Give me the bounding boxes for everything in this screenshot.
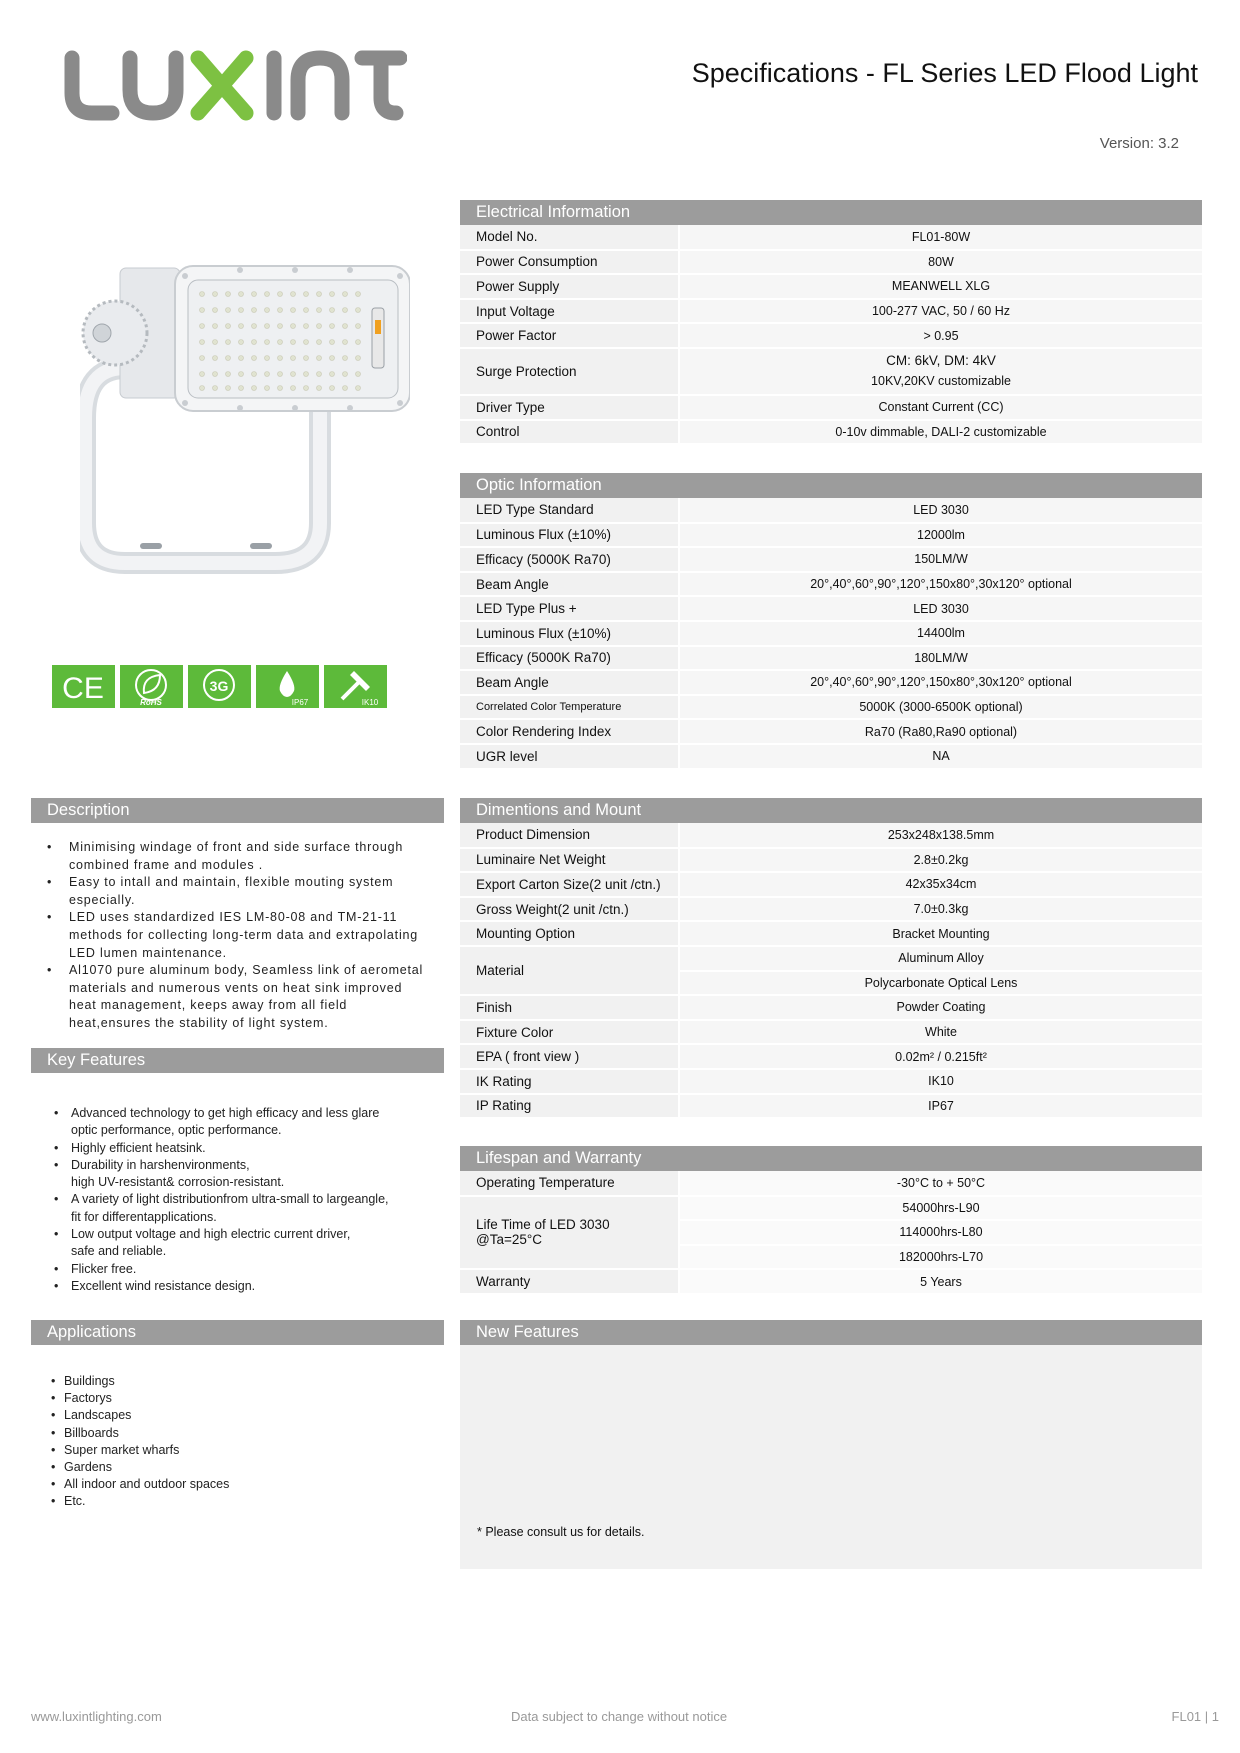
consult-note: * Please consult us for details. — [477, 1525, 645, 1539]
table-row — [460, 872, 1202, 897]
row-value: 114000hrs-L80 — [679, 1220, 1202, 1245]
row-value — [679, 348, 1202, 395]
svg-text:CE: CE — [62, 672, 104, 705]
list-item — [71, 1226, 444, 1261]
footer-page-number: FL01 | 1 — [1171, 1709, 1219, 1724]
list-item: • Factorys — [64, 1390, 444, 1407]
dimensions-mount-section — [460, 798, 1202, 1119]
list-item: • Buildings — [64, 1373, 444, 1390]
brand-logo — [62, 48, 407, 123]
table-row — [460, 946, 1202, 971]
list-line: methods for collecting long-term data and extrapolating — [69, 927, 419, 942]
table-row — [460, 897, 1202, 922]
list-item — [71, 1191, 444, 1226]
hammer-icon — [324, 665, 387, 708]
new-features-body — [460, 1345, 1202, 1569]
row-value: NA — [679, 744, 1202, 769]
row-label: IK Rating — [460, 1069, 679, 1094]
list-line: fit for differentapplications. — [71, 1209, 217, 1224]
row-label: Correlated Color Temperature — [460, 695, 679, 720]
table-row — [460, 744, 1202, 769]
row-value: Aluminum Alloy — [679, 946, 1202, 971]
list-line: heat management, keeps away from all field — [69, 998, 348, 1013]
list-line: safe and reliable. — [71, 1244, 167, 1259]
row-value: LED 3030 — [679, 498, 1202, 523]
row-value: 20°,40°,60°,90°,120°,150x80°,30x120° optional — [679, 572, 1202, 597]
row-value: 12000lm — [679, 523, 1202, 548]
table-row — [460, 250, 1202, 275]
table-row — [460, 646, 1202, 671]
svg-text:IP67: IP67 — [291, 698, 309, 707]
table-row — [460, 848, 1202, 873]
list-line: Minimising windage of front and side surface through — [69, 840, 404, 854]
svg-text:RoHS: RoHS — [140, 698, 162, 707]
row-label: Efficacy (5000K Ra70) — [460, 646, 679, 671]
dimensions-table — [460, 823, 1202, 1119]
section-heading: Applications — [31, 1320, 444, 1345]
list-line: Highly efficient heatsink. — [71, 1140, 206, 1155]
list-line: Durability in harshenvironments, — [71, 1157, 250, 1172]
row-label: Efficacy (5000K Ra70) — [460, 547, 679, 572]
table-row — [460, 1171, 1202, 1196]
applications-list — [31, 1373, 444, 1511]
list-line: materials and numerous vents on heat sink improved — [69, 980, 403, 995]
row-label: Export Carton Size(2 unit /ctn.) — [460, 872, 679, 897]
list-item — [71, 1140, 444, 1157]
value-line: CM: 6kV, DM: 4kV — [886, 353, 996, 369]
list-line: Advanced technology to get high efficacy and less glare — [71, 1106, 380, 1120]
list-line: Excellent wind resistance design. — [71, 1278, 256, 1293]
row-label: Surge Protection — [460, 348, 679, 395]
section-heading: Electrical Information — [460, 200, 1202, 225]
list-item: • Billboards — [64, 1425, 444, 1442]
row-label: LED Type Standard — [460, 498, 679, 523]
table-row — [460, 274, 1202, 299]
table-row — [460, 1044, 1202, 1069]
list-item — [71, 1278, 444, 1295]
key-features-list — [31, 1105, 444, 1295]
list-line: Al1070 pure aluminum body, Seamless link of aerometal — [69, 963, 424, 978]
table-row — [460, 621, 1202, 646]
table-row — [460, 719, 1202, 744]
list-item — [69, 839, 444, 874]
row-value: IK10 — [679, 1069, 1202, 1094]
list-line: Flicker free. — [71, 1261, 137, 1276]
row-label: Luminous Flux (±10%) — [460, 523, 679, 548]
list-line: combined frame and modules . — [69, 857, 264, 872]
table-row — [460, 420, 1202, 445]
row-value: 14400lm — [679, 621, 1202, 646]
row-label: Luminaire Net Weight — [460, 848, 679, 873]
row-value: 253x248x138.5mm — [679, 823, 1202, 848]
table-row — [460, 1020, 1202, 1045]
row-value: 182000hrs-L70 — [679, 1245, 1202, 1270]
row-label: Beam Angle — [460, 572, 679, 597]
row-value: 180LM/W — [679, 646, 1202, 671]
row-value: Constant Current (CC) — [679, 395, 1202, 420]
row-label: Luminous Flux (±10%) — [460, 621, 679, 646]
row-value: MEANWELL XLG — [679, 274, 1202, 299]
lifespan-table — [460, 1171, 1202, 1295]
optic-information-section — [460, 473, 1202, 770]
applications-section — [31, 1320, 444, 1511]
list-item — [69, 874, 444, 909]
table-row — [460, 348, 1202, 395]
ce-mark-icon — [52, 665, 115, 708]
footer-website-link[interactable]: www.luxintlighting.com — [31, 1709, 162, 1724]
document-title: Specifications - FL Series LED Flood Light — [691, 58, 1198, 88]
row-value: 2.8±0.2kg — [679, 848, 1202, 873]
section-heading: Optic Information — [460, 473, 1202, 498]
row-value: 7.0±0.3kg — [679, 897, 1202, 922]
product-image — [80, 258, 410, 618]
table-row — [460, 995, 1202, 1020]
table-row — [460, 921, 1202, 946]
row-label: Mounting Option — [460, 921, 679, 946]
row-value: -30°C to + 50°C — [679, 1171, 1202, 1196]
table-row — [460, 323, 1202, 348]
table-row — [460, 299, 1202, 324]
section-heading: New Features — [460, 1320, 1202, 1345]
list-item — [71, 1261, 444, 1278]
svg-text:IK10: IK10 — [361, 698, 379, 707]
row-value: IP67 — [679, 1094, 1202, 1119]
row-value: 5000K (3000-6500K optional) — [679, 695, 1202, 720]
list-item — [69, 909, 444, 962]
row-label: Power Supply — [460, 274, 679, 299]
table-row — [460, 1094, 1202, 1119]
svg-text:3G: 3G — [209, 678, 229, 694]
value-line: 10KV,20KV customizable — [871, 374, 1011, 389]
list-line: LED lumen maintenance. — [69, 945, 227, 960]
row-value: 42x35x34cm — [679, 872, 1202, 897]
row-label: EPA ( front view ) — [460, 1044, 679, 1069]
electrical-information-section — [460, 200, 1202, 445]
list-line: Low output voltage and high electric current driver, — [71, 1227, 351, 1242]
certification-badges — [52, 665, 387, 708]
optic-table — [460, 498, 1202, 770]
row-value: LED 3030 — [679, 596, 1202, 621]
description-list — [31, 839, 444, 1033]
list-line: heat,ensures the stability of light system. — [69, 1015, 329, 1030]
list-line: Easy to intall and maintain, flexible mouting system — [69, 875, 394, 890]
table-row — [460, 1269, 1202, 1294]
list-item: • Landscapes — [64, 1407, 444, 1424]
row-value: 20°,40°,60°,90°,120°,150x80°,30x120° optional — [679, 670, 1202, 695]
row-label: Gross Weight(2 unit /ctn.) — [460, 897, 679, 922]
row-label: LED Type Plus + — [460, 596, 679, 621]
row-label — [460, 1196, 679, 1270]
list-line: optic performance, optic performance. — [71, 1123, 282, 1138]
new-features-section — [460, 1320, 1202, 1569]
footer-notice: Data subject to change without notice — [511, 1709, 728, 1724]
row-label: Model No. — [460, 225, 679, 250]
list-line: LED uses standardized IES LM-80-08 and TM-21-11 — [69, 910, 398, 925]
row-label: Input Voltage — [460, 299, 679, 324]
list-item — [69, 962, 444, 1032]
label-line: @Ta=25°C — [476, 1232, 543, 1248]
section-heading: Key Features — [31, 1048, 444, 1073]
table-row — [460, 823, 1202, 848]
row-label: Material — [460, 946, 679, 995]
row-value: 80W — [679, 250, 1202, 275]
rohs-leaf-icon — [120, 665, 183, 708]
row-label: Color Rendering Index — [460, 719, 679, 744]
row-value: 54000hrs-L90 — [679, 1196, 1202, 1221]
table-row — [460, 547, 1202, 572]
row-value: Bracket Mounting — [679, 921, 1202, 946]
row-label: UGR level — [460, 744, 679, 769]
list-item — [71, 1105, 444, 1140]
table-row — [460, 596, 1202, 621]
section-heading: Lifespan and Warranty — [460, 1146, 1202, 1171]
list-item: • Super market wharfs — [64, 1442, 444, 1459]
row-label: Finish — [460, 995, 679, 1020]
table-row — [460, 572, 1202, 597]
water-drop-icon — [256, 665, 319, 708]
row-value: Polycarbonate Optical Lens — [679, 971, 1202, 996]
lifespan-warranty-section — [460, 1146, 1202, 1295]
version-label: Version: 3.2 — [1099, 135, 1179, 152]
list-item: • Gardens — [64, 1459, 444, 1476]
row-value: 100-277 VAC, 50 / 60 Hz — [679, 299, 1202, 324]
row-label: Warranty — [460, 1269, 679, 1294]
row-value: 0-10v dimmable, DALI-2 customizable — [679, 420, 1202, 445]
list-item — [71, 1157, 444, 1192]
row-label: Power Factor — [460, 323, 679, 348]
row-value: Ra70 (Ra80,Ra90 optional) — [679, 719, 1202, 744]
table-row — [460, 225, 1202, 250]
table-row — [460, 498, 1202, 523]
list-line: A variety of light distributionfrom ultra-small to largeangle, — [71, 1192, 389, 1207]
row-label: Product Dimension — [460, 823, 679, 848]
section-heading: Dimentions and Mount — [460, 798, 1202, 823]
row-label: Driver Type — [460, 395, 679, 420]
list-line: high UV-resistant& corrosion-resistant. — [71, 1175, 285, 1190]
table-row — [460, 1196, 1202, 1221]
row-value: 150LM/W — [679, 547, 1202, 572]
row-value: White — [679, 1020, 1202, 1045]
row-label: IP Rating — [460, 1094, 679, 1119]
table-row — [460, 1069, 1202, 1094]
row-value: FL01-80W — [679, 225, 1202, 250]
row-label: Power Consumption — [460, 250, 679, 275]
row-value: > 0.95 — [679, 323, 1202, 348]
row-label: Beam Angle — [460, 670, 679, 695]
section-heading: Description — [31, 798, 444, 823]
3g-vibration-icon — [188, 665, 251, 708]
list-item: • Etc. — [64, 1493, 444, 1510]
table-row — [460, 523, 1202, 548]
table-row — [460, 395, 1202, 420]
list-line: especially. — [69, 892, 136, 907]
row-value: 5 Years — [679, 1269, 1202, 1294]
row-label: Fixture Color — [460, 1020, 679, 1045]
label-line: Life Time of LED 3030 — [476, 1217, 610, 1233]
row-label: Operating Temperature — [460, 1171, 679, 1196]
list-item: • All indoor and outdoor spaces — [64, 1476, 444, 1493]
row-value: 0.02m² / 0.215ft² — [679, 1044, 1202, 1069]
electrical-table — [460, 225, 1202, 445]
row-value: Powder Coating — [679, 995, 1202, 1020]
key-features-section — [31, 1048, 444, 1295]
table-row — [460, 695, 1202, 720]
row-label: Control — [460, 420, 679, 445]
table-row — [460, 670, 1202, 695]
description-section — [31, 798, 444, 1033]
